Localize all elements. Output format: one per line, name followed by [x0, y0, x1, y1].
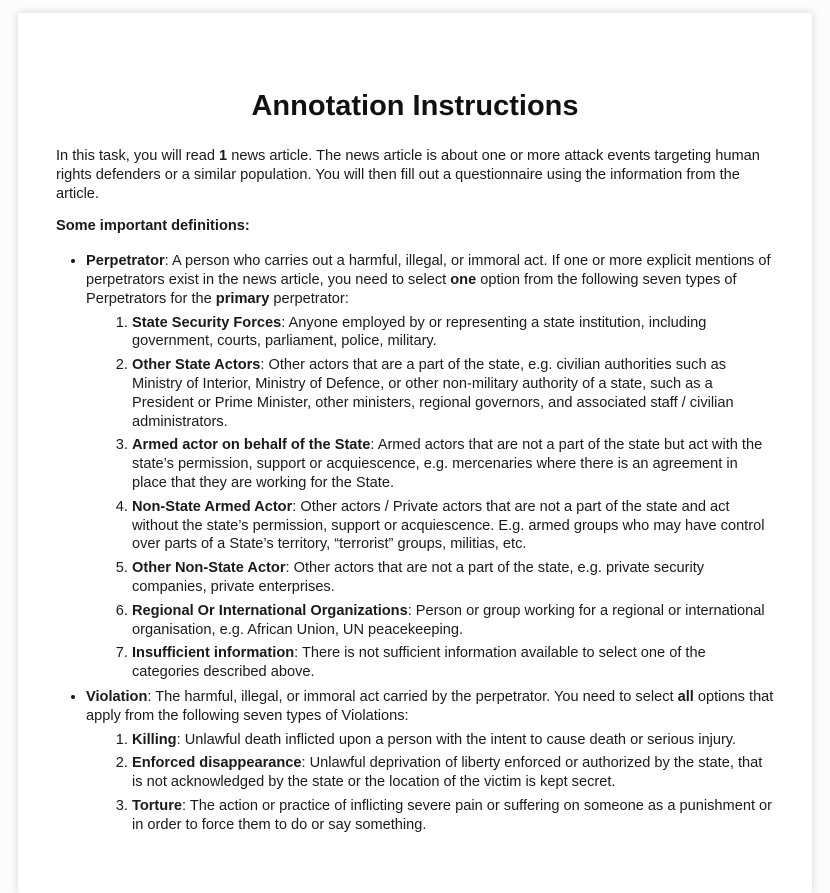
type-desc: : There is not sufficient information available to select one of the categories described above.	[132, 645, 706, 681]
definitions-list	[56, 252, 774, 834]
type-term: Regional Or International Organizations	[132, 602, 408, 619]
perpetrator-type-insufficient-information	[132, 644, 774, 682]
intro-text-continued: news article. The news article is about one or more attack events targeting human rights defenders or a similar population. You will then fill out a questionnaire using the information from the article.	[56, 148, 760, 202]
perpetrator-desc-continued: option from the following seven types of Perpetrators for the	[86, 271, 737, 307]
perpetrator-type-armed-actor-behalf-state	[132, 436, 774, 492]
violation-desc: : The harmful, illegal, or immoral act carried by the perpetrator. You need to select	[147, 688, 678, 705]
type-term: Insufficient information	[132, 645, 295, 662]
intro-bold-count: 1	[219, 148, 228, 164]
type-desc: : Person or group working for a regional or international organisation, e.g. African Union, UN peacekeeping.	[132, 602, 765, 638]
type-term: State Security Forces	[132, 314, 282, 331]
perpetrator-types-list	[86, 314, 774, 682]
page-title: Annotation Instructions	[251, 90, 579, 122]
document-content	[18, 13, 812, 835]
type-desc: : Armed actors that are not a part of the state but act with the state’s permission, support or acquiescence, e.g. mercenaries where there is an agreement in place that they are working for the State.	[132, 437, 763, 491]
type-term: Armed actor on behalf of the State	[132, 437, 371, 454]
type-term: Torture	[132, 797, 182, 814]
type-term: Killing	[132, 731, 177, 748]
perpetrator-type-other-non-state-actor	[132, 559, 774, 597]
definition-violation	[86, 688, 774, 835]
perpetrator-type-state-security-forces	[132, 314, 774, 352]
definition-perpetrator	[86, 252, 774, 682]
type-desc: : Anyone employed by or representing a state institution, including government, courts, parliament, police, military.	[132, 314, 707, 350]
type-term: Non-State Armed Actor	[132, 498, 293, 515]
perpetrator-term: Perpetrator	[86, 253, 165, 270]
violation-desc-end: options that apply from the following seven types of Violations:	[86, 688, 774, 724]
type-desc: : The action or practice of inflicting severe pain or suffering on someone as a punishment or in order to force them to do or say something.	[132, 797, 773, 833]
type-desc: : Unlawful death inflicted upon a person with the intent to cause death or serious injury.	[176, 731, 737, 748]
violation-type-killing	[132, 731, 774, 750]
intro-text: In this task, you will read	[56, 148, 220, 164]
definitions-heading: Some important definitions:	[56, 218, 250, 235]
violation-term: Violation	[86, 688, 148, 705]
perpetrator-desc-bold-primary: primary	[215, 290, 270, 307]
perpetrator-desc-bold-one: one	[450, 271, 477, 288]
intro-paragraph	[56, 147, 774, 203]
type-term: Enforced disappearance	[132, 755, 302, 772]
type-desc: : Unlawful deprivation of liberty enforced or authorized by the state, that is not acknowledged by the state or the location of the victim is kept secret.	[132, 755, 763, 791]
type-term: Other Non-State Actor	[132, 560, 286, 577]
type-desc: : Other actors that are not a part of the state, e.g. private security companies, private enterprises.	[132, 560, 705, 595]
perpetrator-type-regional-international-orgs	[132, 602, 774, 640]
document-card	[18, 13, 812, 893]
perpetrator-type-non-state-armed-actor	[132, 498, 774, 554]
violation-type-torture	[132, 797, 774, 835]
perpetrator-desc-end: perpetrator:	[269, 290, 349, 307]
perpetrator-desc: : A person who carries out a harmful, illegal, or immoral act. If one or more explicit mentions of perpetrators exist in the news article, you need to select	[86, 253, 771, 288]
perpetrator-type-other-state-actors	[132, 356, 774, 431]
type-desc: : Other actors that are a part of the state, e.g. civilian authorities such as Ministry of Interior, Ministry of Defence, or other non-military authority of a state, such as a President or Prime Minister, other ministers, regional governors, and associated staff / civilian administrators.	[132, 357, 734, 430]
violation-types-list	[86, 731, 774, 835]
violation-type-enforced-disappearance	[132, 754, 774, 792]
violation-desc-bold-all: all	[677, 688, 694, 705]
type-desc: : Other actors / Private actors that are not a part of the state and act without the state’s permission, support or acquiescence. E.g. armed groups who may have control over parts of a State’s territory, “terrorist” groups, militias, etc.	[132, 498, 765, 553]
type-term: Other State Actors	[132, 357, 261, 374]
